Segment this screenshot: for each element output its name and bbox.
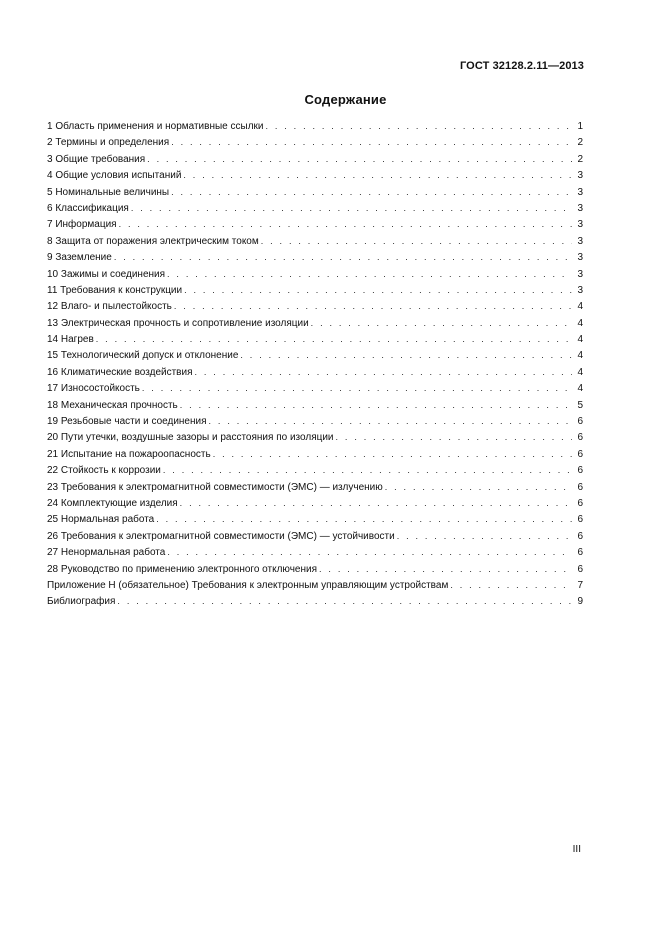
toc-entry-page: 6: [577, 497, 583, 509]
toc-dot-leader: [171, 134, 572, 150]
toc-entry-page: 1: [577, 121, 583, 132]
toc-entry-label: 16 Климатические воздействия: [47, 365, 195, 380]
toc-entry-page: 6: [577, 432, 583, 444]
toc-dot-leader: [195, 364, 573, 380]
toc-entry-page: 3: [577, 219, 583, 231]
toc-entry-label: 23 Требования к электромагнитной совместимости (ЭМС) — излучению: [47, 480, 385, 495]
toc-dot-leader: [336, 429, 572, 445]
toc-dot-leader: [240, 347, 572, 363]
toc-entry[interactable]: [47, 528, 583, 544]
toc-entry-page: 6: [577, 416, 583, 428]
toc-dot-leader: [261, 233, 572, 249]
toc-entry-page: 3: [577, 235, 583, 247]
toc-entry[interactable]: [47, 446, 583, 462]
table-of-contents: [47, 118, 583, 610]
toc-dot-leader: [174, 298, 572, 314]
toc-entry-label: 21 Испытание на пожароопасность: [47, 447, 213, 462]
toc-dot-leader: [171, 184, 572, 200]
toc-entry[interactable]: [47, 364, 583, 380]
toc-entry-label: 6 Классификация: [47, 201, 131, 216]
toc-entry[interactable]: [47, 544, 583, 560]
toc-dot-leader: [96, 331, 572, 347]
toc-entry[interactable]: [47, 118, 583, 134]
toc-entry-page: 9: [577, 596, 583, 608]
toc-dot-leader: [156, 511, 572, 527]
toc-entry[interactable]: [47, 331, 583, 347]
toc-entry-label: 14 Нагрев: [47, 332, 96, 347]
toc-entry[interactable]: [47, 380, 583, 396]
toc-entry[interactable]: [47, 413, 583, 429]
toc-dot-leader: [147, 151, 572, 167]
toc-entry-label: 9 Заземление: [47, 250, 114, 265]
toc-entry[interactable]: [47, 315, 583, 331]
toc-entry[interactable]: [47, 200, 583, 216]
toc-entry-page: 3: [577, 284, 583, 296]
toc-dot-leader: [119, 216, 572, 232]
toc-entry-label: 15 Технологический допуск и отклонение: [47, 348, 240, 363]
toc-entry-label: 28 Руководство по применению электронного отключения: [47, 562, 319, 577]
toc-dot-leader: [184, 282, 572, 298]
toc-entry[interactable]: [47, 397, 583, 413]
document-code: ГОСТ 32128.2.11—2013: [459, 60, 584, 72]
toc-entry-page: 6: [577, 448, 583, 460]
toc-dot-leader: [311, 315, 572, 331]
toc-dot-leader: [180, 495, 572, 511]
toc-entry-label: 25 Нормальная работа: [47, 512, 156, 527]
toc-entry-label: 19 Резьбовые части и соединения: [47, 414, 209, 429]
toc-dot-leader: [213, 446, 572, 462]
toc-entry-page: 6: [577, 530, 583, 542]
toc-entry-page: 4: [577, 301, 583, 313]
toc-dot-leader: [117, 593, 572, 609]
toc-entry-label: 4 Общие условия испытаний: [47, 168, 183, 183]
toc-entry[interactable]: [47, 577, 583, 593]
toc-entry-label: 3 Общие требования: [47, 152, 147, 167]
toc-entry[interactable]: [47, 233, 583, 249]
toc-dot-leader: [131, 200, 572, 216]
toc-entry-label: 13 Электрическая прочность и сопротивление изоляции: [47, 316, 311, 331]
toc-entry-page: 3: [577, 202, 583, 214]
toc-dot-leader: [450, 577, 572, 593]
toc-dot-leader: [209, 413, 572, 429]
toc-entry-page: 2: [577, 153, 583, 165]
toc-entry-label: 20 Пути утечки, воздушные зазоры и расстояния по изоляции: [47, 430, 336, 445]
toc-entry-label: 24 Комплектующие изделия: [47, 496, 180, 511]
toc-entry-label: 11 Требования к конструкции: [47, 283, 184, 298]
toc-entry[interactable]: [47, 266, 583, 282]
toc-entry[interactable]: [47, 429, 583, 445]
toc-dot-leader: [163, 462, 572, 478]
toc-dot-leader: [142, 380, 572, 396]
toc-entry[interactable]: [47, 347, 583, 363]
toc-entry-page: 6: [577, 465, 583, 477]
toc-entry[interactable]: [47, 561, 583, 577]
toc-entry-label: 26 Требования к электромагнитной совместимости (ЭМС) — устойчивости: [47, 529, 397, 544]
toc-entry-label: Библиография: [47, 594, 117, 609]
toc-entry[interactable]: [47, 134, 583, 150]
toc-entry-label: 1 Область применения и нормативные ссылки: [47, 119, 265, 134]
toc-entry[interactable]: [47, 282, 583, 298]
toc-entry[interactable]: [47, 511, 583, 527]
toc-entry[interactable]: [47, 216, 583, 232]
toc-entry-page: 2: [577, 137, 583, 149]
toc-entry-page: 7: [577, 579, 583, 591]
toc-entry[interactable]: [47, 298, 583, 314]
toc-dot-leader: [167, 266, 572, 282]
toc-entry-page: 4: [577, 334, 583, 346]
toc-dot-leader: [385, 479, 572, 495]
toc-entry-label: 7 Информация: [47, 217, 119, 232]
toc-entry[interactable]: [47, 495, 583, 511]
toc-entry[interactable]: [47, 479, 583, 495]
toc-entry[interactable]: [47, 249, 583, 265]
toc-dot-leader: [397, 528, 572, 544]
toc-entry-label: 5 Номинальные величины: [47, 185, 171, 200]
toc-entry-page: 6: [577, 514, 583, 526]
toc-entry-page: 3: [577, 186, 583, 198]
toc-entry-label: 12 Влаго- и пылестойкость: [47, 299, 174, 314]
toc-entry-page: 6: [577, 481, 583, 493]
toc-dot-leader: [265, 118, 572, 134]
toc-entry-page: 4: [577, 366, 583, 378]
toc-entry-label: 2 Термины и определения: [47, 135, 171, 150]
toc-dot-leader: [114, 249, 572, 265]
toc-entry-label: 27 Ненормальная работа: [47, 545, 167, 560]
toc-entry-page: 4: [577, 350, 583, 362]
toc-entry-page: 3: [577, 268, 583, 280]
toc-entry-label: 22 Стойкость к коррозии: [47, 463, 163, 478]
toc-entry-page: 4: [577, 317, 583, 329]
toc-entry[interactable]: [47, 167, 583, 183]
toc-entry-page: 4: [577, 383, 583, 395]
toc-title: Содержание: [304, 92, 387, 107]
toc-entry-page: 3: [577, 252, 583, 264]
toc-dot-leader: [183, 167, 572, 183]
toc-entry[interactable]: [47, 462, 583, 478]
toc-entry-page: 3: [577, 170, 583, 182]
toc-entry[interactable]: [47, 593, 583, 609]
toc-entry[interactable]: [47, 184, 583, 200]
toc-dot-leader: [319, 561, 572, 577]
toc-entry-label: 8 Защита от поражения электрическим током: [47, 234, 261, 249]
toc-entry-page: 6: [577, 547, 583, 559]
toc-entry-page: 5: [577, 399, 583, 411]
toc-dot-leader: [180, 397, 572, 413]
toc-entry-label: 10 Зажимы и соединения: [47, 267, 167, 282]
toc-entry[interactable]: [47, 151, 583, 167]
toc-entry-label: Приложение Н (обязательное) Требования к электронным управляющим устройствам: [47, 578, 450, 593]
toc-dot-leader: [167, 544, 572, 560]
toc-entry-label: 17 Износостойкость: [47, 381, 142, 396]
toc-entry-page: 6: [577, 563, 583, 575]
toc-entry-label: 18 Механическая прочность: [47, 398, 180, 413]
page-number: III: [572, 844, 581, 855]
